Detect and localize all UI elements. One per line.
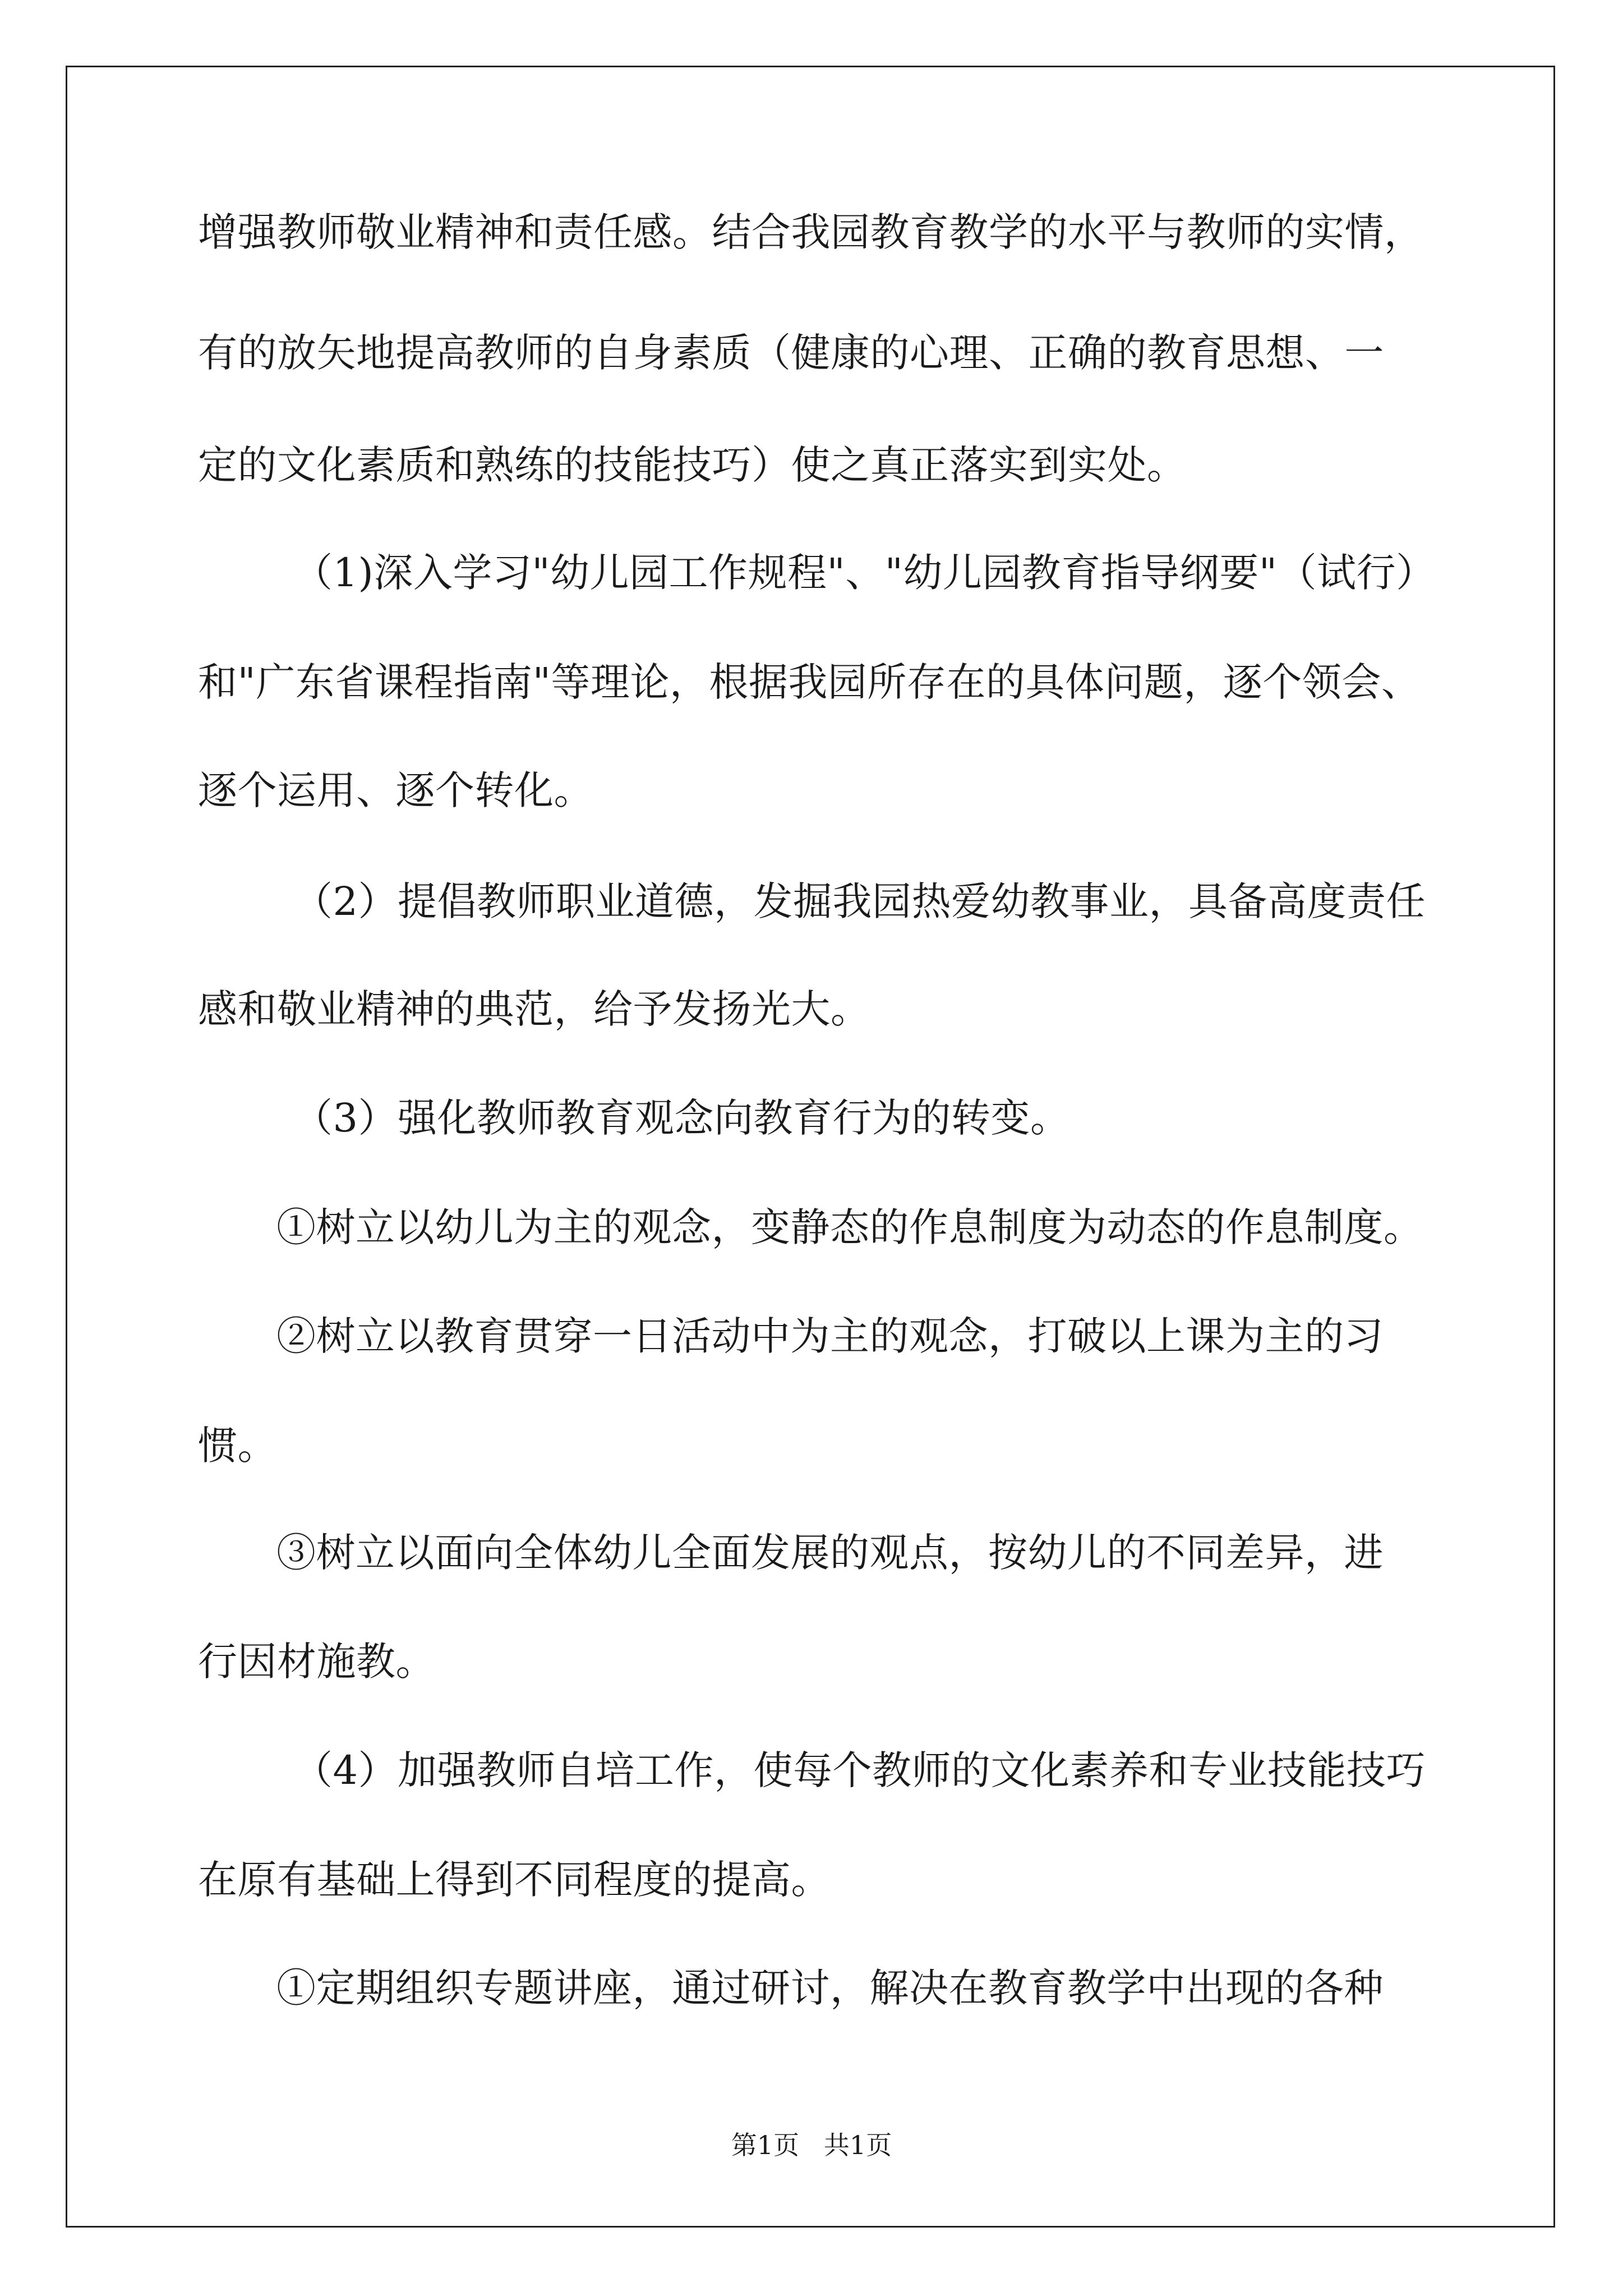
text-line: 和"广东省课程指南"等理论，根据我园所存在的具体问题，逐个领会、 bbox=[198, 659, 1421, 705]
text-line: ①树立以幼儿为主的观念，变静态的作息制度为动态的作息制度。 bbox=[276, 1204, 1423, 1250]
text-line: ①定期组织专题讲座，通过研讨，解决在教育教学中出现的各种 bbox=[276, 1965, 1384, 2011]
text-line: （4）加强教师自培工作，使每个教师的文化素养和专业技能技巧 bbox=[293, 1747, 1426, 1793]
text-line: 增强教师敬业精神和责任感。结合我园教育教学的水平与教师的实情， bbox=[198, 209, 1424, 255]
text-line: （1)深入学习"幼儿园工作规程"、"幼儿园教育指导纲要"（试行） bbox=[293, 550, 1436, 596]
text-line: 定的文化素质和熟练的技能技巧）使之真正落实到实处。 bbox=[198, 442, 1187, 488]
text-line: 有的放矢地提高教师的自身素质（健康的心理、正确的教育思想、一 bbox=[198, 330, 1384, 376]
text-line: ③树立以面向全体幼儿全面发展的观点，按幼儿的不同差异，进 bbox=[276, 1530, 1384, 1576]
text-line: 在原有基础上得到不同程度的提高。 bbox=[198, 1857, 831, 1903]
text-line: ②树立以教育贯穿一日活动中为主的观念，打破以上课为主的习 bbox=[276, 1313, 1384, 1359]
text-line: 惯。 bbox=[198, 1423, 277, 1469]
text-line: 感和敬业精神的典范，给予发扬光大。 bbox=[198, 986, 870, 1032]
text-line: （2）提倡教师职业道德，发掘我园热爱幼教事业，具备高度责任 bbox=[293, 878, 1426, 924]
text-line: 逐个运用、逐个转化。 bbox=[198, 767, 593, 813]
text-line: 行因材施教。 bbox=[198, 1639, 435, 1685]
page-number-footer: 第1页 共1页 bbox=[731, 2130, 892, 2160]
text-line: （3）强化教师教育观念向教育行为的转变。 bbox=[293, 1095, 1070, 1141]
